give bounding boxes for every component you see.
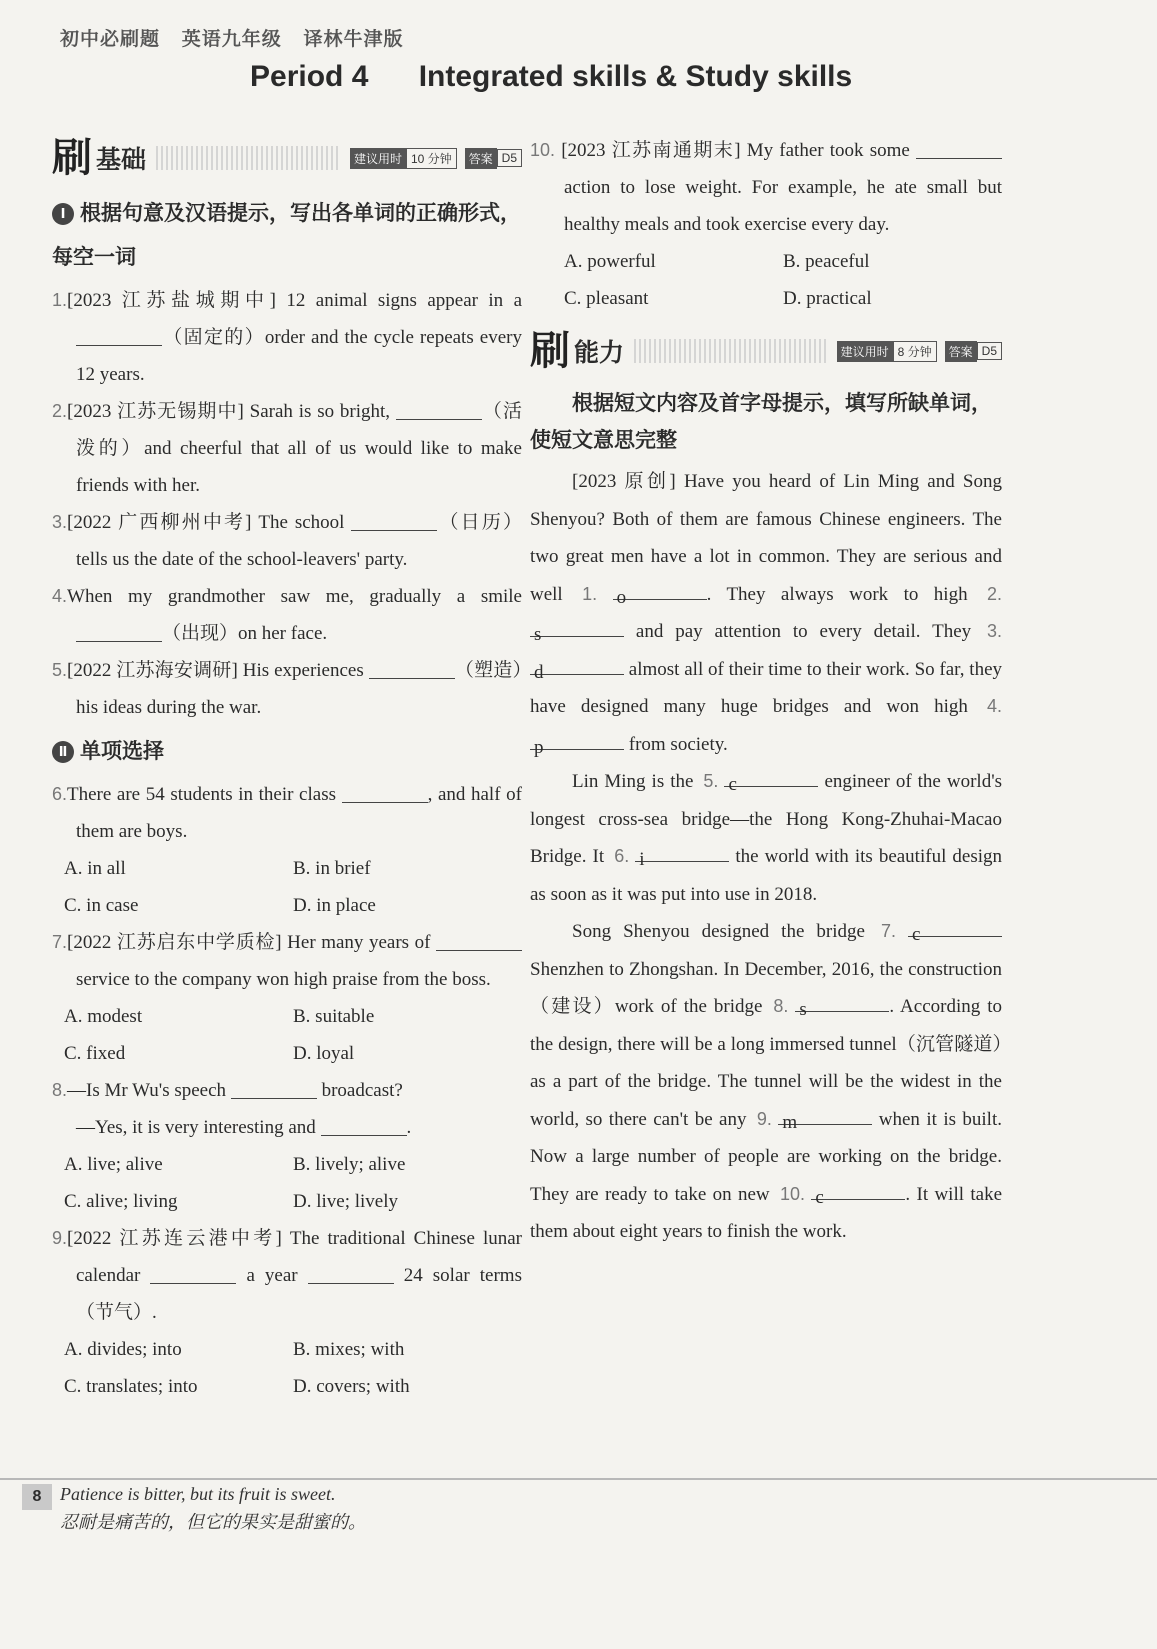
question-text: There are 54 students in their class: [67, 784, 342, 805]
passage-text: when it is built. Now a large number of people are working on the bridge. They are ready to take on new: [530, 1108, 1002, 1205]
question-text: service to the company won high praise from the boss.: [76, 969, 491, 990]
page-number: 8: [22, 1484, 52, 1510]
part1-instruction: 根据句意及汉语提示，写出各单词的正确形式，每空一词: [52, 202, 521, 269]
answer-blank[interactable]: o: [613, 579, 707, 600]
header-meta: [60, 24, 420, 51]
question-text: （日历）tells us the date of the school-leavers' party.: [76, 512, 522, 570]
section-basic-title: 基础: [96, 146, 147, 174]
question-number: 8.: [52, 1080, 68, 1100]
answer-blank[interactable]: s: [795, 991, 889, 1012]
section-shua-mark: 刷: [530, 328, 570, 373]
option-d[interactable]: D. loyal: [293, 1043, 355, 1064]
quote-chinese: 忍耐是痛苦的，但它的果实是甜蜜的。: [60, 1512, 366, 1532]
part1-roman: Ⅰ: [52, 203, 74, 225]
time-label: 建议用时: [350, 148, 406, 169]
passage-instruction: 根据短文内容及首字母提示，填写所缺单词，使短文意思完整: [530, 392, 992, 452]
answer-blank[interactable]: [916, 138, 1002, 159]
answer-blank[interactable]: [351, 510, 437, 531]
blank-number: 8.: [773, 996, 789, 1016]
answer-blank[interactable]: [342, 782, 428, 803]
answer-blank[interactable]: p: [530, 729, 624, 750]
question-text: 24 solar terms（节气）.: [76, 1265, 522, 1323]
option-d[interactable]: D. practical: [783, 288, 872, 309]
question-8: [52, 1072, 522, 1146]
question-text: .: [406, 1117, 412, 1138]
passage-text: and pay attention to every detail. They: [635, 621, 972, 642]
time-value: 10 分钟: [406, 148, 457, 169]
options-7: [52, 998, 522, 1072]
cloze-passage: [530, 463, 1002, 1251]
question-3: [52, 504, 522, 578]
answer-blank[interactable]: c: [908, 916, 1002, 937]
question-6: [52, 776, 522, 850]
answer-blank[interactable]: [150, 1263, 236, 1284]
option-a[interactable]: A. modest: [64, 1006, 143, 1027]
section-basic-header: [52, 130, 522, 178]
blank-number: 10.: [780, 1183, 806, 1204]
option-c[interactable]: C. alive; living: [64, 1191, 178, 1212]
quote-english: Patience is bitter, but its fruit is sweet.: [60, 1484, 336, 1504]
question-number: 1.: [52, 290, 68, 310]
answer-blank[interactable]: [76, 621, 162, 642]
question-number: 6.: [52, 784, 68, 804]
passage-text: [2023 原创] Have you heard of Lin Ming and Song Shenyou? Both of them are famous Chinese engineers. The two great men have a lot in common. They are serious and well: [530, 471, 1002, 605]
answer-label: 答案: [465, 148, 497, 169]
header-edition: 译林牛津版: [303, 29, 404, 50]
question-text: —Yes, it is very interesting and: [76, 1117, 321, 1138]
answer-label: 答案: [945, 341, 977, 362]
answer-value: D5: [497, 149, 522, 167]
question-text: a year: [236, 1265, 308, 1286]
time-label: 建议用时: [837, 341, 893, 362]
question-number: 10.: [530, 140, 556, 160]
section-ability-header: [530, 323, 1002, 371]
answer-blank[interactable]: s: [530, 616, 624, 637]
options-9: [52, 1331, 522, 1405]
option-a[interactable]: A. divides; into: [64, 1339, 182, 1360]
paragraph-2: [530, 763, 1002, 913]
option-b[interactable]: B. peaceful: [783, 251, 870, 272]
passage-text: the world with its beautiful design as soon as it was put into use in 2018.: [530, 846, 1003, 905]
part2-heading: [52, 730, 522, 774]
section-decor: [634, 339, 826, 363]
option-c[interactable]: C. pleasant: [564, 288, 649, 309]
option-b[interactable]: B. suitable: [293, 1006, 375, 1027]
footer-divider: [0, 1478, 1157, 1480]
part2-instruction: 单项选择: [80, 740, 164, 763]
passage-text: from society.: [628, 733, 728, 755]
question-number: 5.: [52, 660, 68, 680]
passage-text: . According to the design, there will be a long immersed tunnel（沉管隧道）as a part of the bridge. The tunnel will be the widest in the world, so there can't be any: [530, 996, 1002, 1130]
question-text: —Is Mr Wu's speech: [67, 1080, 231, 1101]
answer-blank[interactable]: c: [811, 1179, 905, 1200]
option-a[interactable]: A. powerful: [564, 251, 656, 272]
option-a[interactable]: A. in all: [64, 858, 126, 879]
option-b[interactable]: B. in brief: [293, 858, 371, 879]
blank-number: 9.: [756, 1108, 772, 1129]
question-text: （出现）on her face.: [162, 623, 328, 644]
answer-blank[interactable]: [321, 1115, 407, 1136]
page-title: [250, 60, 852, 94]
page-footer: [0, 1478, 1157, 1538]
passage-text: Shenzhen to Zhongshan. In December, 2016, the construction（建设）work of the bridge: [530, 958, 1002, 1017]
options-10: [530, 243, 1002, 317]
option-a[interactable]: A. live; alive: [64, 1154, 163, 1175]
option-d[interactable]: D. in place: [293, 895, 376, 916]
question-number: 9.: [52, 1228, 68, 1248]
options-6: [52, 850, 522, 924]
blank-number: 4.: [987, 696, 1003, 716]
part1-heading: [52, 192, 522, 280]
option-d[interactable]: D. covers; with: [293, 1376, 410, 1397]
section-decor: [156, 146, 339, 170]
period-label: Period 4: [250, 60, 369, 93]
question-4: [52, 578, 522, 652]
option-b[interactable]: B. lively; alive: [293, 1154, 406, 1175]
answer-blank[interactable]: [231, 1078, 317, 1099]
section-shua-mark: 刷: [52, 135, 92, 180]
option-c[interactable]: C. translates; into: [64, 1376, 198, 1397]
question-number: 3.: [52, 512, 68, 532]
option-c[interactable]: C. in case: [64, 895, 139, 916]
question-text: [2022 江苏海安调研] His experiences: [67, 660, 369, 681]
right-column: [530, 132, 1002, 1251]
question-text: [2023 江苏无锡期中] Sarah is so bright,: [67, 401, 396, 422]
question-10: [530, 132, 1002, 243]
blank-number: 6.: [614, 846, 630, 866]
answer-blank[interactable]: d: [530, 654, 624, 675]
blank-number: 7.: [880, 921, 896, 941]
answer-value: D5: [977, 342, 1002, 360]
question-text: [2023 江苏盐城期中] 12 animal signs appear in a: [67, 290, 522, 311]
paragraph-1: [530, 463, 1002, 763]
section-ability-title: 能力: [574, 339, 625, 367]
options-8: [52, 1146, 522, 1220]
option-c[interactable]: C. fixed: [64, 1043, 126, 1064]
option-b[interactable]: B. mixes; with: [293, 1339, 405, 1360]
question-text: action to lose weight. For example, he ate small but healthy meals and took exercise every day.: [564, 177, 1002, 235]
left-column: [52, 130, 522, 1405]
passage-text: almost all of their time to their work. So far, they have designed many huge bridges and won high: [530, 658, 1002, 717]
answer-blank[interactable]: m: [778, 1104, 872, 1125]
answer-blank[interactable]: [396, 399, 482, 420]
passage-text: engineer of the world's longest cross-sea bridge—the Hong Kong-Zhuhai-Macao Bridge. It: [530, 771, 1003, 867]
question-text: （活泼的）and cheerful that all of us would like to make friends with her.: [76, 401, 522, 496]
passage-text: . It will take them about eight years to finish the work.: [530, 1183, 1003, 1242]
answer-blank[interactable]: [76, 325, 162, 346]
question-text: , and half of them are boys.: [76, 784, 522, 842]
passage-text: Lin Ming is the: [572, 771, 694, 792]
answer-blank[interactable]: c: [724, 766, 818, 787]
question-text: （塑造）his ideas during the war.: [76, 660, 522, 718]
question-number: 7.: [52, 932, 68, 952]
option-d[interactable]: D. live; lively: [293, 1191, 399, 1212]
blank-number: 2.: [987, 583, 1003, 604]
part2-roman: Ⅱ: [52, 741, 74, 763]
passage-text: . They always work to high: [706, 583, 968, 605]
header-series: 初中必刷题: [60, 29, 161, 50]
question-2: [52, 393, 522, 504]
question-7: [52, 924, 522, 998]
question-text: broadcast?: [316, 1080, 403, 1101]
question-text: [2022 江苏连云港中考] The traditional Chinese lunar calendar: [67, 1228, 522, 1286]
blank-number: 1.: [582, 583, 598, 604]
question-5: [52, 652, 522, 726]
blank-number: 5.: [703, 771, 719, 791]
question-9: [52, 1220, 522, 1331]
time-value: 8 分钟: [893, 341, 937, 362]
blank-number: 3.: [987, 621, 1003, 641]
question-number: 2.: [52, 401, 68, 421]
question-number: 4.: [52, 586, 68, 606]
answer-blank[interactable]: [436, 930, 522, 951]
topic-label: Integrated skills & Study skills: [418, 60, 853, 93]
question-text: （固定的）order and the cycle repeats every 12 years.: [76, 327, 522, 385]
question-text: [2023 江苏南通期末] My father took some: [561, 140, 916, 161]
passage-text: Song Shenyou designed the bridge: [572, 921, 865, 942]
question-text: When my grandmother saw me, gradually a smile: [67, 586, 522, 607]
question-text: [2022 江苏启东中学质检] Her many years of: [67, 932, 436, 953]
answer-blank[interactable]: [308, 1263, 394, 1284]
header-subject: 英语九年级: [181, 29, 282, 50]
question-text: [2022 广西柳州中考] The school: [67, 512, 352, 533]
question-1: [52, 282, 522, 393]
paragraph-3: [530, 913, 1002, 1251]
answer-blank[interactable]: [369, 658, 455, 679]
answer-blank[interactable]: i: [635, 841, 729, 862]
